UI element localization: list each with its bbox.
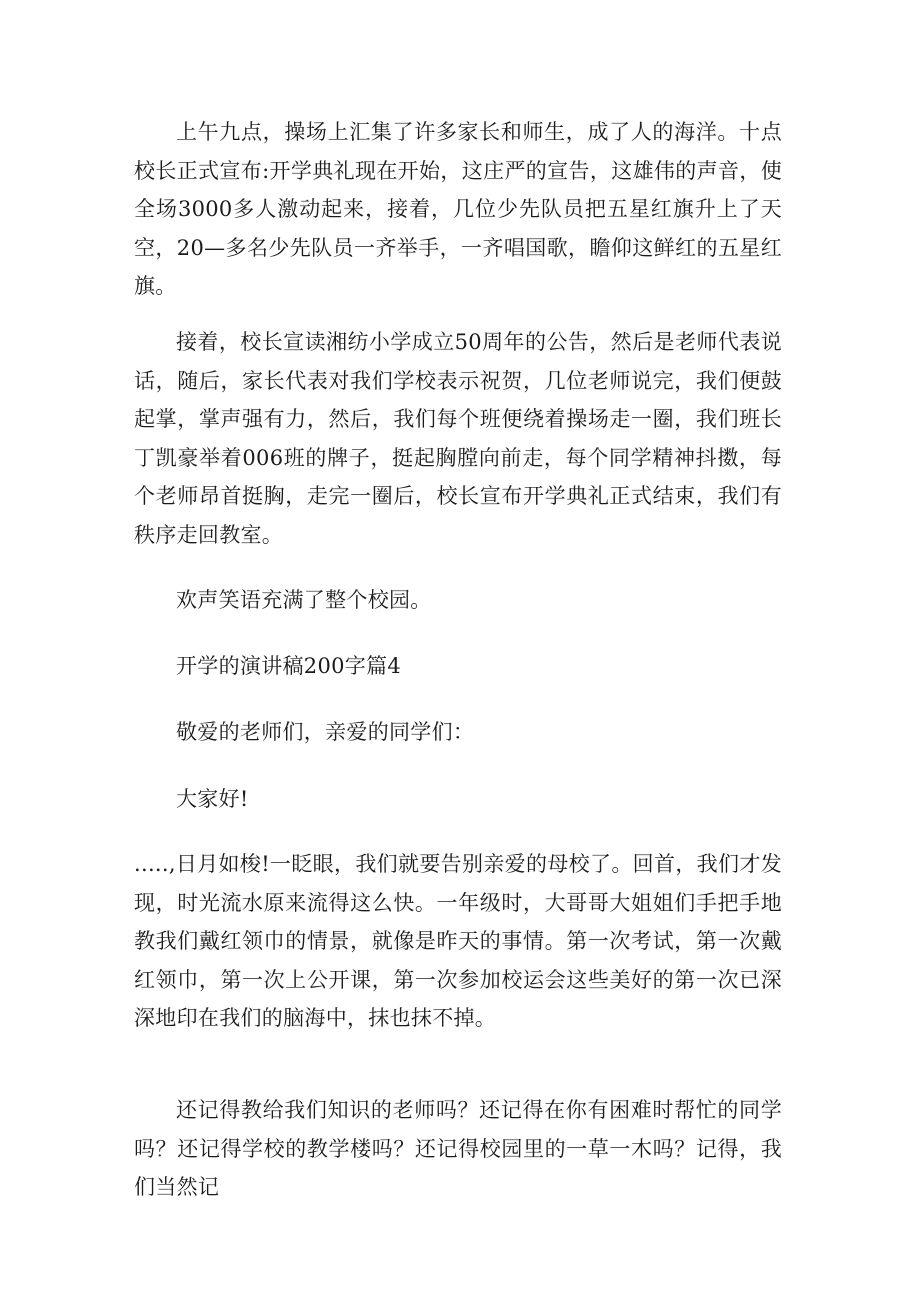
salutation: 敬爱的老师们，亲爱的同学们： [176,720,475,744]
paragraph-campus-laughter: 欢声笑语充满了整个校园。 [176,588,432,612]
paragraph-time-flies: .....,日月如梭!一眨眼，我们就要告别亲爱的母校了。回首，我们才发现，时光流水原来流得这么快。一年级时，大哥哥大姐姐们手把手地教我们戴红领巾的情景，就像是昨天的事情。第一次考试，第一次戴红领巾，第一次上公开课，第一次参加校运会这些美好的第一次已深深地印在我们的脑海中，抹也抹不掉。 [134,852,782,1030]
paragraph-principal-announcement: 接着，校长宣读湘纺小学成立50周年的公告，然后是老师代表说话，随后，家长代表对我们学校表示祝贺，几位老师说完，我们便鼓起掌，掌声强有力，然后，我们每个班便绕着操场走一圈，我们班长丁凯豪举着006班的牌子，挺起胸膛向前走，每个同学精神抖擞，每个老师昂首挺胸，走完一圈后，校长宣布开学典礼正式结束，我们有秩序走回教室。 [134,330,782,547]
paragraph-remember: 还记得教给我们知识的老师吗？还记得在你有困难时帮忙的同学吗？还记得学校的教学楼吗？还记得校园里的一草一木吗？记得，我们当然记 [134,1098,782,1199]
paragraph-opening-ceremony: 上午九点，操场上汇集了许多家长和师生，成了人的海洋。十点校长正式宣布:开学典礼现在开始，这庄严的宣告，这雄伟的声音，使全场3000多人激动起来，接着，几位少先队员把五星红旗升上了天空，20—多名少先队员一齐举手，一齐唱国歌，瞻仰这鲜红的五星红旗。 [134,120,782,298]
greeting: 大家好! [176,787,249,811]
section-heading: 开学的演讲稿200字篇4 [176,654,402,678]
